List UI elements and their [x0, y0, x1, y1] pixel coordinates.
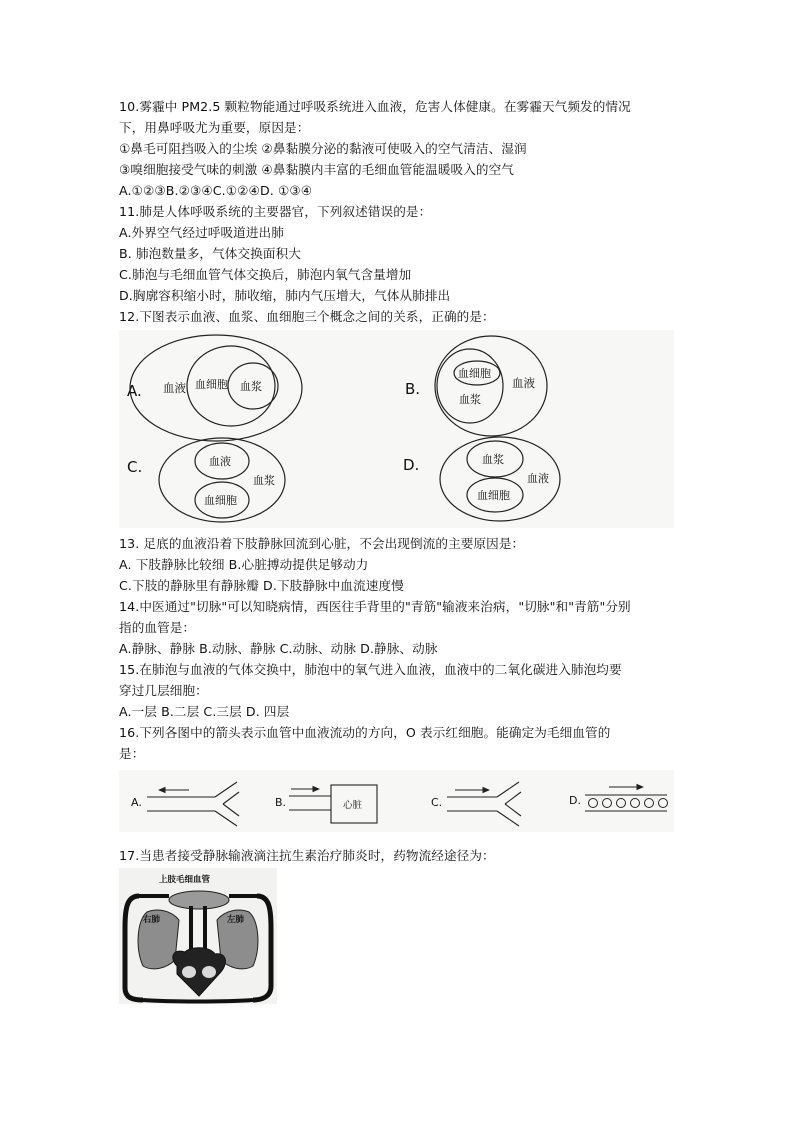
q16-stem-line2: 是： — [119, 746, 145, 761]
q12-c-letter: C. — [127, 458, 143, 476]
q11-choice-d: D.胸廓容积缩小时，肺收缩，肺内气压增大，气体从肺排出 — [119, 288, 451, 303]
q17-heart-chamber-2 — [202, 966, 216, 978]
q12-b-top-label: 血细胞 — [458, 367, 491, 380]
q15-stem-line1: 15.在肺泡与血液的气体交换中，肺泡中的氧气进入血液，血液中的二氧化碳进入肺泡均要 — [119, 662, 622, 677]
q16-figure — [119, 770, 674, 832]
q17-vessel-bottom — [143, 1000, 253, 1002]
q16-a-branch-1 — [215, 782, 237, 797]
q16-d-red-cell — [659, 799, 668, 808]
q16-b-letter: B. — [275, 796, 287, 809]
q10-choices: A.①②③B.②③④C.①②④D. ①③④ — [119, 183, 313, 198]
q10-stem-line2: 下，用鼻呼吸尤为重要，原因是： — [119, 120, 310, 135]
q14-choices: A.静脉、静脉 B.动脉、静脉 C.动脉、动脉 D.静脉、动脉 — [119, 641, 438, 656]
q13-stem: 13. 足底的血液沿着下肢静脉回流到心脏，不会出现倒流的主要原因是： — [119, 536, 525, 551]
q10-option-line1: ①鼻毛可阻挡吸入的尘埃 ②鼻黏膜分泌的黏液可使吸入的空气清洁、湿润 — [119, 141, 527, 156]
q12-b-letter: B. — [405, 380, 421, 398]
q16-c-branch-2 — [497, 811, 519, 826]
q11-choice-a: A.外界空气经过呼吸道进出肺 — [119, 225, 284, 240]
q16-c-branch-3 — [505, 792, 521, 804]
q11-stem: 11.肺是人体呼吸系统的主要器官，下列叙述错误的是： — [119, 204, 432, 219]
q10-stem-line1: 10.雾霾中 PM2.5 颗粒物能通过呼吸系统进入血液，危害人体健康。在雾霾天气频发的情况 — [119, 99, 631, 114]
q12-d-bottom-label: 血细胞 — [477, 489, 510, 502]
q16-d-red-cell — [603, 799, 612, 808]
q12-a-outer-label: 血液 — [163, 381, 186, 395]
q16-a-letter: A. — [131, 796, 142, 809]
q12-figure — [119, 330, 674, 528]
q15-choices: A.一层 B.二层 C.三层 D. 四层 — [119, 704, 290, 719]
q17-label-left-lung: 左肺 — [227, 915, 245, 925]
q16-d-red-cell — [617, 799, 626, 808]
q16-d-letter: D. — [569, 794, 581, 807]
q12-c-top-label: 血液 — [209, 455, 231, 468]
q16-d-red-cell — [631, 799, 640, 808]
q12-b-outer-label: 血液 — [512, 376, 535, 390]
q11-choice-b: B. 肺泡数量多，气体交换面积大 — [119, 246, 301, 261]
q16-b-heart-label: 心脏 — [343, 800, 363, 811]
q16-d-red-cell — [645, 799, 654, 808]
q17-label-upper-capillary: 上肢毛细血管 — [159, 875, 211, 885]
q17-capillary-bed — [169, 891, 229, 909]
q13-choices-cd: C.下肢的静脉里有静脉瓣 D.下肢静脉中血流速度慢 — [119, 578, 404, 593]
q16-a-branch-3 — [223, 792, 239, 804]
q16-a-branch-4 — [223, 804, 239, 816]
q12-a-letter: A. — [127, 382, 142, 400]
q17-circulation-figure — [119, 868, 277, 1004]
q17-heart-chamber-1 — [182, 966, 196, 978]
q12-d-letter: D. — [403, 456, 420, 474]
q14-stem-line1: 14.中医通过"切脉"可以知晓病情，西医往手背里的"青筋"输液来治病，"切脉"和"青筋"分别 — [119, 599, 631, 614]
q11-choice-c: C.肺泡与毛细血管气体交换后，肺泡内氧气含量增加 — [119, 267, 412, 282]
q16-c-branch-4 — [505, 804, 521, 816]
q12-b-left-oval — [437, 349, 503, 423]
q12-d-top-label: 血浆 — [482, 453, 504, 466]
q13-choices-ab: A. 下肢静脉比较细 B.心脏搏动提供足够动力 — [119, 557, 369, 572]
q12-a-inner-label: 血浆 — [240, 380, 262, 393]
q12-stem: 12.下图表示血液、血浆、血细胞三个概念之间的关系，正确的是： — [119, 309, 495, 324]
q16-a-branch-2 — [215, 811, 237, 826]
q12-b-bottom-label: 血浆 — [459, 393, 481, 406]
q16-c-letter: C. — [431, 796, 443, 809]
q16-stem-line1: 16.下列各图中的箭头表示血管中血液流动的方向，O 表示红细胞。能确定为毛细血管的 — [119, 725, 611, 740]
q14-stem-line2: 指的血管是： — [119, 620, 196, 635]
q17-stem: 17.当患者接受静脉输液滴注抗生素治疗肺炎时，药物流经途径为： — [119, 848, 495, 863]
q12-c-right-label: 血浆 — [253, 474, 275, 487]
q16-c-branch-1 — [497, 782, 519, 797]
q16-d-red-cell — [589, 799, 598, 808]
q12-a-middle-label: 血细胞 — [195, 378, 228, 391]
q10-option-line2: ③嗅细胞接受气味的刺激 ④鼻黏膜内丰富的毛细血管能温暖吸入的空气 — [119, 162, 515, 177]
q12-d-right-label: 血液 — [527, 472, 549, 485]
q15-stem-line2: 穿过几层细胞： — [119, 683, 208, 698]
q12-c-bottom-label: 血细胞 — [204, 494, 237, 507]
q17-label-right-lung: 右肺 — [143, 915, 161, 925]
